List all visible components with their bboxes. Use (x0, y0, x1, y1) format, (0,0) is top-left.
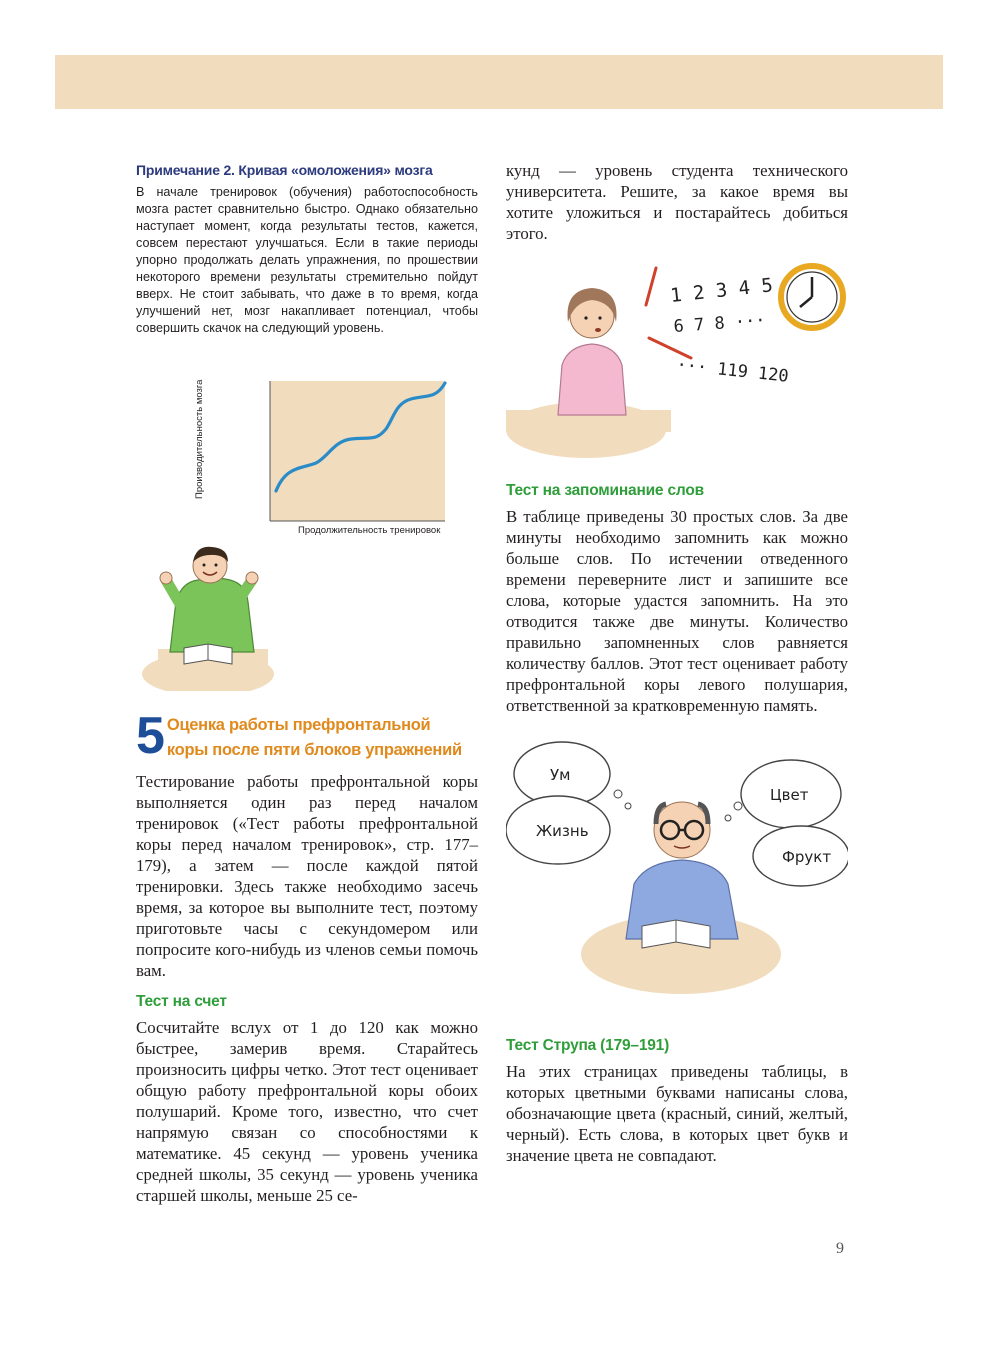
cloud-word-3: Цвет (770, 786, 809, 804)
numbers-line3: ··· 119 120 (675, 355, 790, 387)
boy-reading-illustration (136, 546, 478, 691)
right-column (506, 160, 848, 1166)
word-test-title: Тест на запоминание слов (506, 482, 704, 499)
thought-cloud-4 (753, 826, 848, 886)
section5-title-line2: коры после пяти блоков упражнений (166, 741, 462, 759)
count-test-text: Сосчитайте вслух от 1 до 120 как можно быстрее, замерив время. Старайтесь произносить цифры четко. Этот тест оценивает общую работу префронтальной коры обоих полушарий. Кроме того, известно, что счет напрямую связан со способностями к математике. 45 секунд — уровень ученика средней школы, 35 секунд — уровень ученика старшей школы, меньше 25 се- (136, 1018, 478, 1205)
graph-area (270, 381, 445, 521)
note-title: Примечание 2. Кривая «омоложения» мозга (136, 162, 433, 178)
note-text: В начале тренировок (обучения) работоспособность мозга растет сравнительно быстро. Однако обязательно наступает момент, когда результаты тестов, кажется, совсем перестают улучшаться. Если в такие периоды упорно продолжать делать упражнения, по прошествии некоторого времени результаты стремительно пойдут вверх. Не стоит забывать, что даже в то время, когда улучшений нет, мозг накапливает потенциал, чтобы совершить скачок на следующий уровень. (136, 185, 478, 335)
thought-cloud-3 (741, 760, 841, 828)
section5-number: 5 (136, 707, 165, 765)
rejuvenation-graph (136, 371, 478, 536)
numbers-line2: 6 7 8 ··· (672, 310, 767, 337)
man-thinking-illustration (506, 734, 848, 999)
section5-title-line1: Оценка работы префронтальной (166, 716, 431, 734)
stroop-test-title: Тест Струпа (179–191) (506, 1037, 670, 1054)
section5-header (136, 707, 478, 765)
cloud-word-1: Ум (550, 766, 571, 784)
stroop-test-text: На этих страницах приведены таблицы, в которых цветными буквами написаны слова, обозначающие цвета (красный, синий, желтый, черный). Есть слова, в которых цвет букв и значение цвета не совпадают. (506, 1062, 848, 1165)
header-band (55, 55, 943, 109)
count-test-continuation: кунд — уровень студента технического университета. Решите, за какое время вы хотите уложиться и постарайтесь добиться этого. (506, 161, 848, 243)
section5-title (167, 713, 462, 763)
graph-xlabel: Продолжительность тренировок (298, 525, 441, 536)
cloud-word-2: Жизнь (536, 822, 589, 840)
cloud-word-4: Фрукт (782, 848, 832, 866)
left-column (136, 160, 478, 1206)
word-test-text: В таблице приведены 30 простых слов. За две минуты необходимо запомнить как можно больше слов. По истечении отведенного времени переверните лист и запишите все слова, которые удастся запомнить. На это отводится также две минуты. Количество правильно запомненных слов равняется количеству баллов. Этот тест оценивает работу префронтальной коры левого полушария, ответственной за кратковременную память. (506, 507, 848, 715)
numbers-line1: 1 2 3 4 5 (669, 274, 774, 307)
count-test-title: Тест на счет (136, 993, 227, 1010)
thought-cloud-2 (506, 796, 610, 864)
woman-counting-illustration (506, 260, 848, 460)
page-number: 9 (836, 1240, 844, 1257)
section5-text: Тестирование работы префронтальной коры выполняется один раз перед началом тренировок («Тест работы префронтальной коры перед началом тренировок», стр. 177–179), а затем — после каждой пятой тренировки. Здесь также необходимо засечь время, за которое вы выполните тест, поэтому приготовьте часы с секундомером или попросите кого-нибудь из членов семьи помочь вам. (136, 772, 478, 980)
graph-plot (136, 371, 478, 536)
clock-icon (781, 266, 843, 328)
graph-ylabel: Производительность мозга (194, 379, 205, 499)
